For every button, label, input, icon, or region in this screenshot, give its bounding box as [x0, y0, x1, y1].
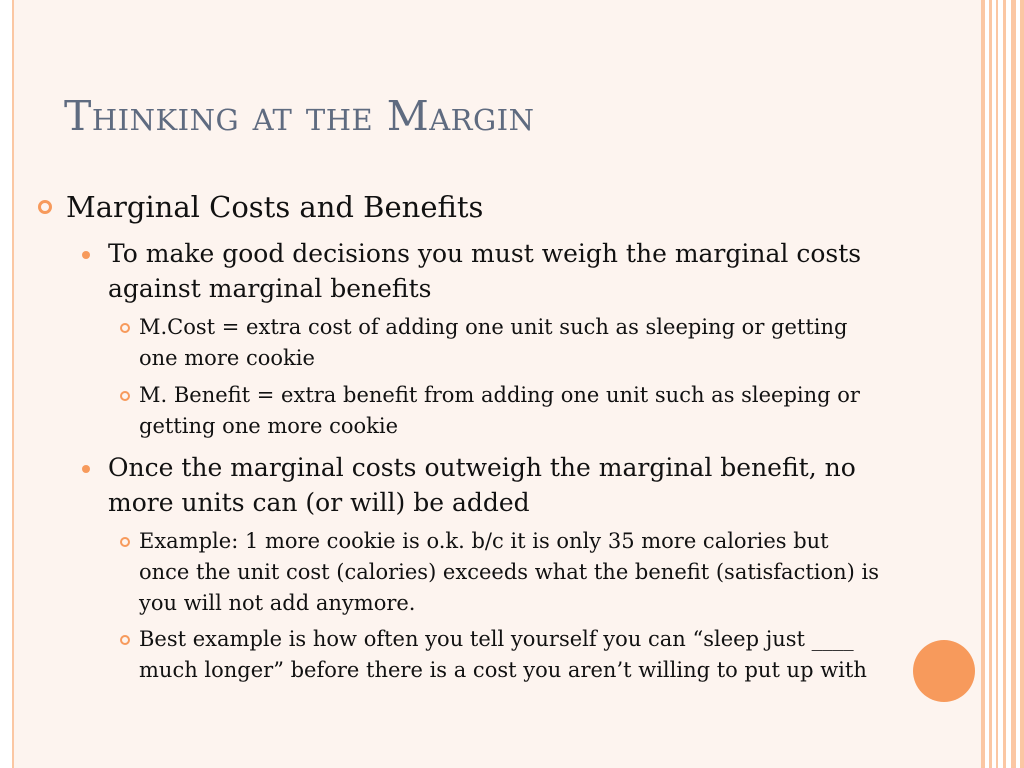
level3-item: Example: 1 more cookie is o.k. b/c it is only 35 more calories but once the unit cost (calories) exceeds what the benefit (satisfaction) is you will not add anymore. — [139, 529, 880, 615]
left-border-line — [12, 0, 14, 768]
right-border-line-6 — [1020, 0, 1024, 768]
orange-circle-ornament — [913, 640, 975, 702]
right-border-line-2 — [989, 0, 992, 768]
ring-bullet-icon — [120, 391, 130, 401]
ring-bullet-icon — [120, 635, 130, 645]
right-border-line-5 — [1011, 0, 1016, 768]
right-border-line-4 — [1003, 0, 1006, 768]
dot-bullet-icon — [82, 465, 90, 473]
level3-item: M.Cost = extra cost of adding one unit such as sleeping or getting one more cookie — [139, 315, 848, 370]
ring-bullet-icon — [120, 323, 130, 333]
level3-item: Best example is how often you tell yourself you can “sleep just ____ much longer” before there is a cost you aren’t willing to put up with — [139, 627, 867, 682]
right-border-line-3 — [996, 0, 998, 768]
level2-item: To make good decisions you must weigh the marginal costs against marginal benefits — [108, 239, 862, 303]
level3-item: M. Benefit = extra benefit from adding one unit such as sleeping or getting one more cookie — [139, 383, 860, 438]
ring-bullet-icon — [120, 537, 130, 547]
dot-bullet-icon — [82, 251, 90, 259]
level1-item: Marginal Costs and Benefits — [66, 190, 484, 224]
level2-item: Once the marginal costs outweigh the marginal benefit, no more units can (or will) be added — [108, 453, 856, 517]
slide-title: Thinking at the Margin — [64, 92, 535, 140]
right-border-line-1 — [981, 0, 985, 768]
ring-bullet-icon — [38, 200, 52, 214]
